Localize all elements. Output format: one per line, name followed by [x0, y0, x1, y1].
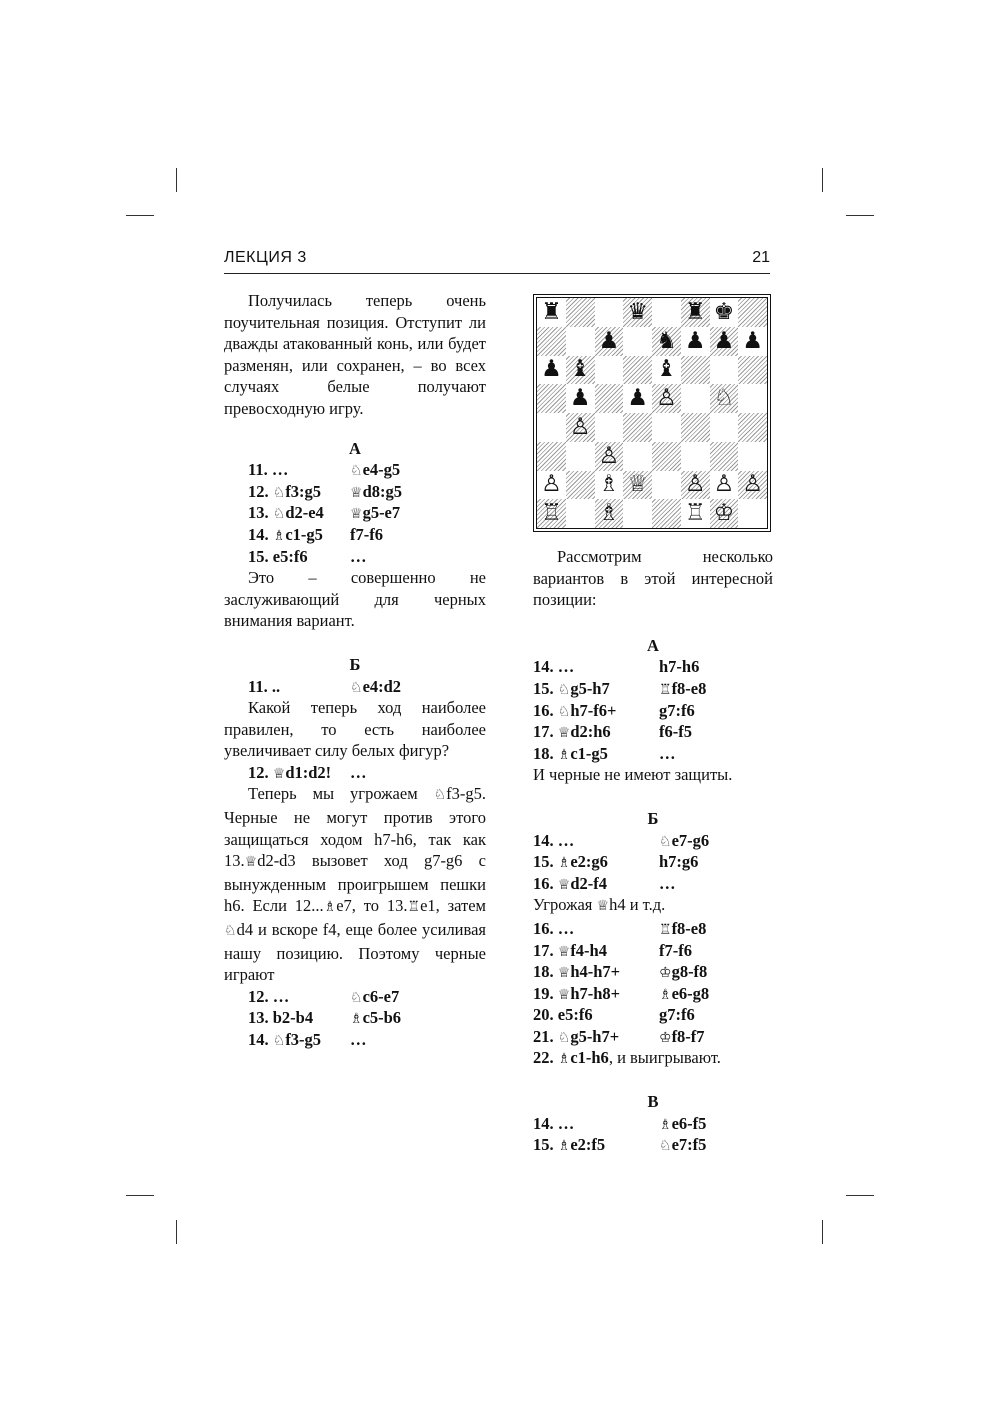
black-move: g7:f6: [659, 700, 695, 720]
move-row: [533, 1026, 773, 1048]
board-square: [537, 384, 566, 413]
black-rook-icon: ♜: [541, 298, 562, 325]
white-move: 14. …: [533, 657, 575, 677]
white-move: 14. ♗c1-g5: [248, 524, 323, 544]
board-square: [738, 327, 767, 356]
move-row: [224, 1007, 486, 1029]
rook-icon: ♖: [659, 682, 672, 698]
white-bishop-icon: ♗: [598, 500, 620, 527]
white-bishop-icon: ♗: [598, 471, 620, 498]
white-pawn-icon: ♙: [569, 413, 591, 440]
black-move: …: [350, 546, 367, 566]
move-row: [533, 873, 773, 895]
black-move: ♕g5-e7: [350, 503, 401, 523]
white-move: 16. ♘h7-f6+: [533, 700, 617, 720]
board-square: [738, 298, 767, 327]
board-square: [537, 499, 566, 528]
board-square: [738, 471, 767, 500]
bishop-icon: ♗: [350, 1012, 363, 1028]
board-square: [566, 499, 595, 528]
board-square: [681, 298, 710, 327]
move-row: [224, 546, 486, 568]
board-square: [738, 413, 767, 442]
move-row: [224, 524, 486, 546]
knight-icon: ♘: [659, 1139, 672, 1155]
page-number: 21: [752, 249, 770, 266]
board-square: [710, 384, 739, 413]
knight-icon: ♘: [272, 507, 286, 523]
black-pawn-icon: ♟: [541, 356, 562, 383]
crop-mark: [846, 215, 874, 216]
board-square: [710, 413, 739, 442]
board-square: [710, 327, 739, 356]
white-move: 12. ♕d1:d2!: [248, 762, 332, 782]
crop-mark: [846, 1195, 874, 1196]
white-move: 13. b2-b4: [248, 1008, 314, 1028]
move-row: [224, 676, 486, 698]
move-row: [533, 851, 773, 873]
move-row: [224, 986, 486, 1008]
crop-mark: [822, 1220, 823, 1244]
threat-note: Угрожая ♕h4 и т.д.: [533, 895, 666, 915]
board-square: [681, 471, 710, 500]
board-square: [623, 327, 652, 356]
black-move: ♗c5-b6: [350, 1008, 402, 1028]
black-move: h7-h6: [659, 657, 700, 677]
white-move: 17. ♕d2:h6: [533, 722, 611, 742]
move-row: [224, 459, 486, 481]
white-move: 16. …: [533, 918, 575, 938]
white-rook-icon: ♖: [541, 500, 562, 527]
black-move: ♖f8-e8: [659, 678, 707, 698]
knight-icon: ♘: [350, 464, 363, 480]
move-row: [533, 918, 773, 940]
move-row: [224, 762, 486, 784]
board-square: [566, 384, 595, 413]
black-move: ♔g8-f8: [659, 962, 708, 982]
variation-b-moves: [224, 986, 486, 1051]
rook-icon: ♖: [659, 922, 672, 938]
black-king-icon: ♚: [713, 298, 735, 325]
move-row: [224, 481, 486, 503]
white-move: 11. …: [248, 460, 289, 480]
bishop-icon: ♗: [557, 747, 571, 763]
white-move: 12. …: [248, 986, 290, 1006]
board-square: [566, 298, 595, 327]
white-move: 14. …: [533, 1113, 575, 1133]
queen-icon: ♕: [557, 966, 571, 982]
move-row: [533, 700, 773, 722]
black-move: …: [659, 873, 676, 893]
board-square: [623, 471, 652, 500]
king-icon: ♔: [659, 966, 672, 982]
bishop-icon: ♗: [659, 987, 672, 1003]
queen-icon: ♕: [557, 944, 571, 960]
bishop-icon: ♗: [557, 1139, 571, 1155]
queen-icon: ♕: [557, 726, 571, 742]
chess-diagram: [533, 294, 771, 532]
black-move: h7:g6: [659, 852, 699, 872]
black-pawn-icon: ♟: [684, 327, 706, 354]
black-move: …: [350, 762, 367, 782]
board-square: [537, 327, 566, 356]
black-move: ♘e7:f5: [659, 1135, 707, 1155]
black-queen-icon: ♛: [627, 298, 648, 325]
black-move: ♕d8:g5: [350, 481, 402, 501]
intro-paragraph: Получилась теперь очень поучительная позиция. Отступит ли дважды атакованный конь, или будет разменян, или сохранен, – во всех случаях белые получают превосходную игру.: [224, 291, 486, 418]
variation-a-moves: [224, 459, 486, 567]
board-square: [537, 413, 566, 442]
board-square: [537, 471, 566, 500]
white-pawn-icon: ♙: [598, 442, 620, 469]
move-row: [533, 743, 773, 765]
board-square: [652, 471, 681, 500]
crop-mark: [126, 215, 154, 216]
variation-b-title: Б: [349, 654, 361, 674]
board-square: [595, 413, 624, 442]
board-square: [681, 356, 710, 385]
queen-icon: ♕: [350, 507, 363, 523]
white-move: 16. ♕d2-f4: [533, 873, 607, 893]
black-pawn-icon: ♟: [569, 385, 591, 412]
move-row: [533, 678, 773, 700]
chapter-title: ЛЕКЦИЯ 3: [224, 249, 307, 266]
board-square: [566, 327, 595, 356]
board-square: [623, 298, 652, 327]
knight-icon: ♘: [659, 834, 672, 850]
white-move: 11. ..: [248, 676, 281, 696]
board-square: [537, 298, 566, 327]
chess-board: [536, 297, 768, 529]
variation-b-title: Б: [647, 808, 659, 828]
queen-icon: ♕: [557, 987, 571, 1003]
black-move: f7-f6: [659, 940, 692, 960]
board-square: [623, 413, 652, 442]
white-pawn-icon: ♙: [656, 385, 677, 412]
board-square: [710, 471, 739, 500]
board-square: [595, 471, 624, 500]
rook-icon: ♖: [407, 900, 421, 916]
board-square: [652, 442, 681, 471]
white-move: 18. ♕h4-h7+: [533, 962, 621, 982]
board-square: [566, 442, 595, 471]
white-move: 15. ♘g5-h7: [533, 678, 610, 698]
board-square: [566, 356, 595, 385]
board-square: [595, 384, 624, 413]
analysis-paragraph: Теперь мы угрожаем ♘f3-g5. Черные не могут против этого защищаться ходом h7-h6, так как 13.♕d2-d3 вызовет ход g7-g6 с вынужденным проигрышем пешки h6. Если 12...♗e7, то 13.♖e1, затем ♘d4 и вскоре f4, еще более усиливая нашу позицию. Поэтому черные играют: [224, 784, 486, 985]
knight-icon: ♘: [350, 680, 363, 696]
move-row: [533, 656, 773, 678]
board-square: [623, 499, 652, 528]
variation-a-note: И черные не имеют защиты.: [533, 765, 733, 785]
black-move: g7:f6: [659, 1005, 695, 1025]
black-pawn-icon: ♟: [598, 327, 620, 354]
black-move: ♘e4:d2: [350, 676, 402, 696]
white-move: 13. ♘d2-e4: [248, 503, 324, 523]
question-paragraph: Какой теперь ход наиболее правилен, то есть наиболее увеличивает силу белых фигур?: [224, 698, 486, 761]
variation-v-title: В: [647, 1092, 659, 1112]
black-bishop-icon: ♝: [569, 356, 591, 383]
bishop-icon: ♗: [659, 1117, 672, 1133]
board-square: [652, 499, 681, 528]
board-square: [738, 499, 767, 528]
black-move: ♘e7-g6: [659, 830, 710, 850]
black-move: ♘e4-g5: [350, 460, 401, 480]
intro-paragraph: Рассмотрим несколько вариантов в этой интересной позиции:: [533, 547, 773, 610]
knight-icon: ♘: [224, 924, 237, 940]
white-move: 12. ♘f3:g5: [248, 481, 322, 501]
board-square: [652, 356, 681, 385]
board-square: [652, 413, 681, 442]
white-rook-icon: ♖: [684, 500, 706, 527]
white-knight-icon: ♘: [713, 385, 735, 412]
knight-icon: ♘: [433, 788, 447, 804]
board-square: [623, 442, 652, 471]
black-move: ♘c6-e7: [350, 986, 400, 1006]
board-square: [595, 442, 624, 471]
white-move: 14. ♘f3-g5: [248, 1030, 322, 1049]
move-row: [533, 1113, 773, 1135]
move-row: [533, 1047, 773, 1069]
queen-icon: ♕: [557, 877, 571, 893]
move-row: [533, 940, 773, 962]
board-square: [566, 471, 595, 500]
white-queen-icon: ♕: [627, 471, 648, 498]
board-square: [595, 298, 624, 327]
board-square: [652, 327, 681, 356]
running-header: [224, 247, 770, 274]
move-row: [533, 983, 773, 1005]
board-square: [537, 442, 566, 471]
knight-icon: ♘: [557, 682, 571, 698]
crop-mark: [822, 168, 823, 192]
black-bishop-icon: ♝: [656, 356, 677, 383]
board-square: [710, 356, 739, 385]
knight-icon: ♘: [557, 1030, 571, 1046]
white-move: 19. ♕h7-h8+: [533, 983, 621, 1003]
black-move: ♗e6-g8: [659, 983, 710, 1003]
white-pawn-icon: ♙: [541, 471, 562, 498]
white-move: 20. e5:f6: [533, 1005, 593, 1025]
board-square: [595, 356, 624, 385]
board-square: [595, 499, 624, 528]
queen-icon: ♕: [272, 766, 286, 782]
conclusion-text: , и выигрывают.: [608, 1048, 721, 1068]
move-row: [533, 1134, 773, 1156]
board-square: [710, 298, 739, 327]
board-square: [681, 442, 710, 471]
right-column: [533, 292, 773, 1156]
queen-icon: ♕: [350, 485, 363, 501]
white-move: 18. ♗c1-g5: [533, 743, 608, 763]
variation-a-note: Это – совершенно не заслуживающий для черных внимания вариант.: [224, 568, 486, 631]
black-move: f6-f5: [659, 722, 692, 742]
black-move: f7-f6: [350, 524, 383, 544]
king-icon: ♔: [659, 1030, 672, 1046]
knight-icon: ♘: [272, 1034, 286, 1049]
board-square: [681, 327, 710, 356]
move-row: [533, 1004, 773, 1026]
white-move: 17. ♕f4-h4: [533, 940, 607, 960]
variation-a-title: А: [349, 438, 361, 458]
black-move: …: [350, 1030, 367, 1049]
white-move: 15. ♗e2:f5: [533, 1135, 606, 1155]
board-square: [710, 442, 739, 471]
queen-icon: ♕: [596, 899, 610, 915]
white-move: 22. ♗c1-h6, и выигрывают.: [533, 1048, 721, 1068]
move-row: [533, 961, 773, 983]
board-square: [595, 327, 624, 356]
board-square: [652, 298, 681, 327]
black-move: …: [659, 743, 676, 763]
knight-icon: ♘: [272, 485, 286, 501]
board-square: [710, 499, 739, 528]
white-move: 15. ♗e2:g6: [533, 852, 608, 872]
board-square: [681, 384, 710, 413]
bishop-icon: ♗: [323, 900, 337, 916]
board-square: [623, 356, 652, 385]
white-pawn-icon: ♙: [742, 471, 763, 498]
board-square: [681, 413, 710, 442]
black-pawn-icon: ♟: [742, 327, 763, 354]
board-square: [681, 499, 710, 528]
black-pawn-icon: ♟: [713, 327, 735, 354]
board-square: [738, 442, 767, 471]
move-row: [533, 721, 773, 743]
move-row: [533, 830, 773, 852]
move-row: [224, 1029, 486, 1051]
bishop-icon: ♗: [272, 528, 286, 544]
white-move: 15. e5:f6: [248, 546, 308, 566]
crop-mark: [176, 1220, 177, 1244]
white-move: 21. ♘g5-h7+: [533, 1026, 620, 1046]
black-rook-icon: ♜: [684, 298, 706, 325]
white-pawn-icon: ♙: [684, 471, 706, 498]
crop-mark: [176, 168, 177, 192]
board-square: [623, 384, 652, 413]
white-pawn-icon: ♙: [713, 471, 735, 498]
board-square: [537, 356, 566, 385]
board-square: [566, 413, 595, 442]
knight-icon: ♘: [557, 704, 571, 720]
black-move: ♔f8-f7: [659, 1026, 705, 1046]
white-king-icon: ♔: [713, 500, 735, 527]
move-row: [224, 502, 486, 524]
black-pawn-icon: ♟: [627, 385, 648, 412]
black-move: ♖f8-e8: [659, 918, 707, 938]
queen-icon: ♕: [244, 855, 258, 871]
left-column: [224, 290, 486, 1051]
crop-mark: [126, 1195, 154, 1196]
board-square: [738, 384, 767, 413]
board-square: [738, 356, 767, 385]
bishop-icon: ♗: [557, 856, 571, 872]
white-move: 14. …: [533, 830, 575, 850]
knight-icon: ♘: [350, 990, 363, 1006]
black-knight-icon: ♞: [656, 327, 677, 354]
board-square: [652, 384, 681, 413]
black-move: ♗e6-f5: [659, 1113, 707, 1133]
bishop-icon: ♗: [557, 1052, 571, 1068]
variation-a-title: А: [647, 635, 659, 655]
